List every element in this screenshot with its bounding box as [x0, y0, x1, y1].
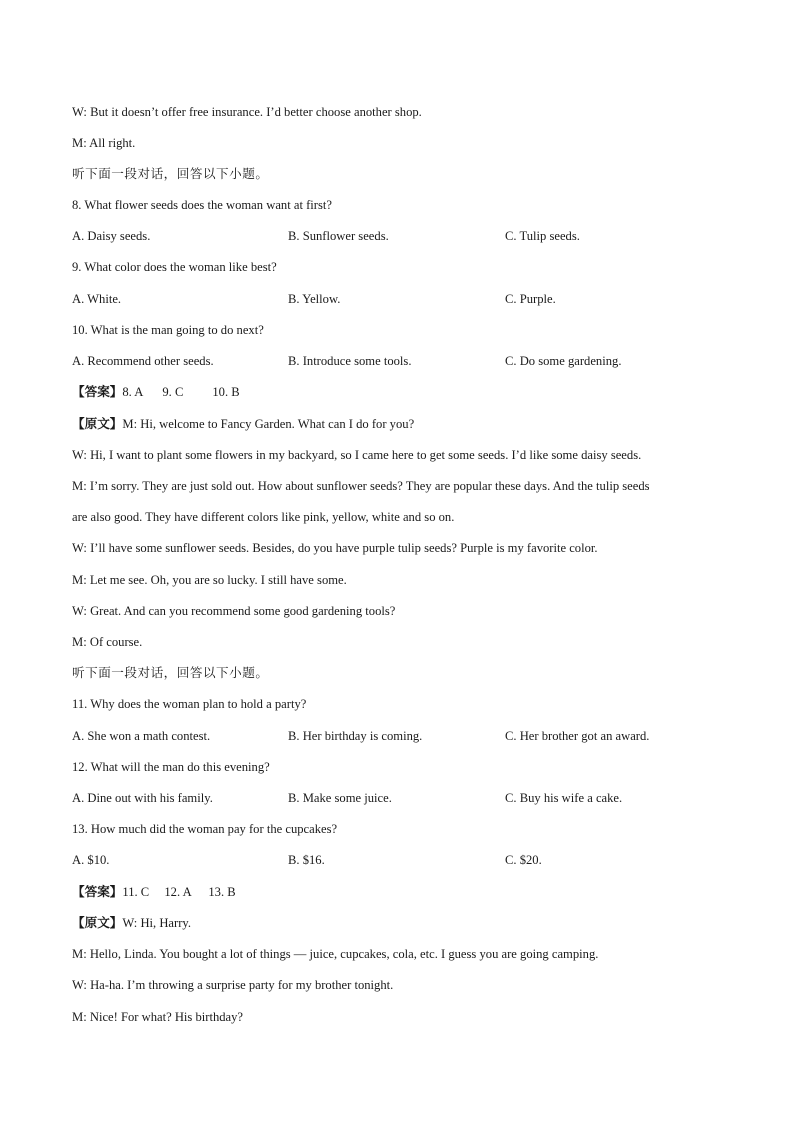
transcript-line: M: I’m sorry. They are just sold out. How about sunflower seeds? They are popular these days. And the tulip seeds	[72, 479, 650, 493]
answer-line	[72, 884, 236, 900]
q12-option-b: B. Make some juice.	[288, 791, 392, 805]
question-10: 10. What is the man going to do next?	[72, 323, 264, 337]
transcript-line: W: Ha-ha. I’m throwing a surprise party for my brother tonight.	[72, 978, 394, 992]
answer-item: 9. C	[162, 385, 184, 399]
question-8: 8. What flower seeds does the woman want at first?	[72, 198, 332, 212]
q13-option-b: B. $16.	[288, 853, 325, 867]
transcript-text: M: Hi, welcome to Fancy Garden. What can I do for you?	[122, 417, 415, 431]
answer-label: 【答案】	[72, 385, 123, 399]
q11-option-b: B. Her birthday is coming.	[288, 729, 423, 743]
transcript-line: are also good. They have different colors like pink, yellow, white and so on.	[72, 510, 455, 524]
q10-option-c: C. Do some gardening.	[505, 354, 622, 368]
q12-option-c: C. Buy his wife a cake.	[505, 791, 623, 805]
transcript-line: M: Hello, Linda. You bought a lot of things — juice, cupcakes, cola, etc. I guess you are going camping.	[72, 947, 599, 961]
transcript-line: M: Nice! For what? His birthday?	[72, 1010, 244, 1024]
answer-item: 10. B	[212, 385, 240, 399]
answer-label: 【答案】	[72, 885, 123, 899]
answer-item: 12. A	[164, 885, 192, 899]
q11-option-a: A. She won a math contest.	[72, 729, 211, 743]
answer-item: 11. C	[122, 885, 150, 899]
q8-option-b: B. Sunflower seeds.	[288, 229, 389, 243]
transcript-line: W: Hi, I want to plant some flowers in my backyard, so I came here to get some seeds. I’d like some daisy seeds.	[72, 448, 642, 462]
answer-item: 8. A	[122, 385, 144, 399]
transcript-line: M: Let me see. Oh, you are so lucky. I still have some.	[72, 573, 347, 587]
q9-option-b: B. Yellow.	[288, 292, 341, 306]
question-11: 11. Why does the woman plan to hold a party?	[72, 697, 307, 711]
transcript-line	[72, 915, 191, 931]
q12-option-a: A. Dine out with his family.	[72, 791, 213, 805]
q13-option-a: A. $10.	[72, 853, 110, 867]
answer-line	[72, 384, 240, 400]
transcript-line	[72, 416, 414, 432]
q9-option-a: A. White.	[72, 292, 122, 306]
transcript-line: M: Of course.	[72, 635, 143, 649]
q8-option-a: A. Daisy seeds.	[72, 229, 151, 243]
source-label: 【原文】	[72, 916, 123, 930]
question-13: 13. How much did the woman pay for the cupcakes?	[72, 822, 338, 836]
section-instruction: 听下面一段对话，回答以下小题。	[72, 167, 269, 181]
q10-option-a: A. Recommend other seeds.	[72, 354, 214, 368]
question-12: 12. What will the man do this evening?	[72, 760, 270, 774]
section-instruction: 听下面一段对话，回答以下小题。	[72, 666, 269, 680]
question-9: 9. What color does the woman like best?	[72, 260, 277, 274]
q9-option-c: C. Purple.	[505, 292, 556, 306]
transcript-line: W: Great. And can you recommend some good gardening tools?	[72, 604, 396, 618]
q10-option-b: B. Introduce some tools.	[288, 354, 412, 368]
q13-option-c: C. $20.	[505, 853, 542, 867]
q8-option-c: C. Tulip seeds.	[505, 229, 580, 243]
source-label: 【原文】	[72, 417, 123, 431]
transcript-text: W: Hi, Harry.	[122, 916, 192, 930]
q11-option-c: C. Her brother got an award.	[505, 729, 650, 743]
transcript-line: W: I’ll have some sunflower seeds. Besides, do you have purple tulip seeds? Purple is my favorite color.	[72, 541, 598, 555]
dialogue-line: M: All right.	[72, 136, 136, 150]
answer-item: 13. B	[208, 885, 236, 899]
dialogue-line: W: But it doesn’t offer free insurance. I’d better choose another shop.	[72, 105, 422, 119]
